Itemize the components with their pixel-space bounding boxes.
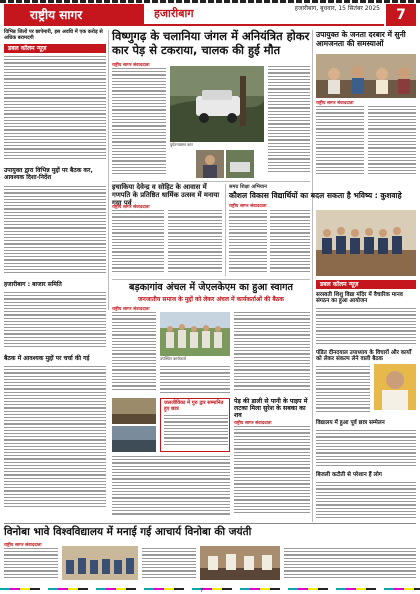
city-name: हजारीबाग bbox=[154, 7, 194, 20]
skill-byline: राष्ट्रीय सागर संवाददाता bbox=[229, 204, 267, 209]
badkagaon-body-col1 bbox=[112, 312, 156, 396]
masthead-center bbox=[144, 4, 384, 26]
lead-photo-caption: दुर्घटनाग्रस्त कार bbox=[170, 142, 193, 147]
top-right-byline: राष्ट्रीय सागर संवाददाता bbox=[316, 101, 354, 106]
section-divider bbox=[112, 279, 310, 280]
right-story4-body bbox=[316, 482, 416, 522]
left-story3-headline: हजारीबाग : बाजार समिति bbox=[4, 281, 62, 288]
lead-photo-car-crash bbox=[170, 66, 264, 142]
vinoba-body-col2 bbox=[142, 548, 196, 580]
vinoba-photo-2 bbox=[200, 546, 280, 580]
bottom-divider bbox=[4, 523, 416, 524]
right-story2-body bbox=[316, 366, 370, 416]
masthead bbox=[4, 4, 416, 26]
right-story4-headline: बिजली कटौती से परेशान हैं लोग bbox=[316, 472, 382, 478]
skill-body-col1 bbox=[229, 210, 267, 276]
page-number: 7 bbox=[386, 4, 416, 26]
column-rule bbox=[312, 310, 313, 522]
left-story4-headline: बैठक में आवश्यक मुद्दों पर चर्चा की गई bbox=[4, 355, 90, 362]
boxed-story-headline: जलजीविका में गुरु द्वार सम्मानित हुए छात्र bbox=[164, 400, 224, 412]
vinoba-headline: विनोबा भावे विश्वविद्यालय में मनाई गई आचार्य विनोबा की जयंती bbox=[4, 526, 252, 538]
ganpati-headline: इचाकिया देवेन्द्र व सोहिट के आवास में गणपति के प्रतिष्ठित धार्मिक उत्सव में मनाया गया पर्व bbox=[112, 183, 220, 207]
lead-body-col3 bbox=[268, 66, 310, 180]
left-story2-headline: उपायुक्त द्वारा विभिन्न मुद्दों पर बैठक कर, आवश्यक दिशा-निर्देश bbox=[4, 167, 93, 181]
janta-darbar-photo bbox=[316, 54, 416, 98]
section-title: राष्ट्रीय सागर bbox=[4, 4, 144, 26]
inset-photo-site bbox=[226, 150, 254, 178]
badkagaon-body-col3 bbox=[234, 312, 310, 396]
column-rule bbox=[108, 30, 109, 310]
right-story1-headline: सरस्वती शिशु विद्या मंदिर में वैचारिक मानव संगठन का हुआ आयोजन bbox=[316, 292, 403, 305]
ganpati-body-col2 bbox=[168, 210, 222, 276]
tree-story-body bbox=[234, 426, 310, 520]
registration-strip bbox=[0, 0, 420, 3]
skill-kicker: समग्र शिक्षा अभियान bbox=[229, 184, 267, 190]
color-registration-bar bbox=[0, 588, 420, 590]
badkagaon-photo bbox=[160, 312, 230, 356]
vinoba-photo-1 bbox=[62, 546, 138, 580]
grid-photo-2 bbox=[112, 426, 156, 452]
top-right-body-col2 bbox=[368, 106, 416, 178]
right-story3-body bbox=[316, 430, 416, 470]
right-double-column-label: डबल कॉलम न्यूज़ bbox=[316, 280, 416, 289]
top-right-body-col1 bbox=[316, 106, 364, 178]
vinoba-body-col1 bbox=[4, 548, 58, 580]
grid-photo-1 bbox=[112, 398, 156, 424]
top-right-headline: उपायुक्त के जनता दरबार में सुनी आमजनता की समस्याओं bbox=[316, 30, 406, 49]
skill-body-col2 bbox=[270, 210, 310, 276]
vinoba-body-col3 bbox=[284, 548, 416, 580]
center-lower-body bbox=[112, 456, 230, 520]
column-rule bbox=[225, 184, 226, 276]
left-story3-body bbox=[4, 292, 106, 352]
ganpati-body-col1 bbox=[112, 210, 164, 276]
boxed-story bbox=[160, 398, 230, 452]
badkagaon-body-col2 bbox=[160, 366, 230, 396]
left-story4-body bbox=[4, 366, 106, 518]
ganpati-byline: राष्ट्रीय सागर संवाददाता bbox=[112, 205, 150, 210]
vinoba-byline: राष्ट्रीय सागर संवाददाता bbox=[4, 543, 42, 548]
badkagaon-subhead: जनजातीय समाज के मुद्दों को लेकर अंचल में कार्यकर्ताओं की बैठक bbox=[138, 296, 284, 303]
date-line: हजारीबाग, बुधवार, 15 सितंबर 2025 bbox=[294, 5, 380, 12]
lead-byline: राष्ट्रीय सागर संवाददाता bbox=[112, 63, 150, 68]
right-story2-headline: पंडित दीनदयाल उपाध्याय के विचारों और कार्यों को लेकर संकल्प लेने वाली बैठक bbox=[316, 350, 412, 363]
column-rule bbox=[312, 30, 313, 310]
skill-headline: कौशल विकास विद्यार्थियों का बदल सकता है भविष्य : कुशवाहे bbox=[229, 191, 402, 200]
skill-photo-students bbox=[316, 210, 416, 276]
boxed-story-body bbox=[164, 415, 228, 449]
double-column-label: डबल कॉलम न्यूज़ bbox=[4, 44, 106, 53]
lead-body-col1 bbox=[112, 68, 166, 180]
left-column bbox=[4, 30, 106, 520]
inset-photo-injured bbox=[196, 150, 224, 178]
right-story3-headline: विद्यालय में हुआ पूर्व छात्र सम्मेलन bbox=[316, 420, 385, 426]
folio: 7 bbox=[200, 588, 204, 594]
tree-story-byline: राष्ट्रीय सागर संवाददाता bbox=[234, 421, 272, 426]
footer bbox=[0, 582, 420, 594]
badkagaon-photo-caption: उपस्थित कार्यकर्ता bbox=[160, 356, 186, 361]
section-divider bbox=[112, 181, 310, 182]
badkagaon-headline: बड़कागांव अंचल में जेएलकेएम का हुआ स्वागत bbox=[129, 282, 293, 293]
right-story2-portrait bbox=[374, 364, 416, 410]
left-top-blurb: विभिन्न जिलों पर छापेमारी, इस अवधि में एक करोड़ से अधिक बरामदगी bbox=[4, 29, 103, 41]
tree-story-headline: पेड़ की डाली से पानी के पाइप में लटका मिला सुरेश के सबका का शव bbox=[234, 398, 308, 420]
right-story1-body bbox=[316, 308, 416, 348]
badkagaon-byline: राष्ट्रीय सागर संवाददाता bbox=[112, 307, 150, 312]
lead-headline: विष्णुगढ़ के चलानिया जंगल में अनियंत्रित होकर कार पेड़ से टकराया, चालक की हुई मौत bbox=[112, 29, 310, 57]
left-story1-body bbox=[4, 56, 106, 164]
left-story2-body bbox=[4, 186, 106, 278]
